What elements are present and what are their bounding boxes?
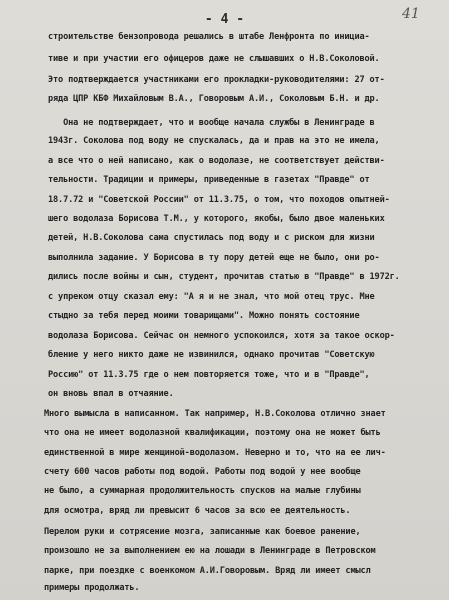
text-line-28: парке, при поездке с военкомом А.И.Говоровым. Вряд ли имеет смысл — [44, 566, 371, 576]
folio-number: 41 — [402, 6, 420, 22]
text-line-12: выполнила задание. У Борисова в ту пору детей еще не было, они ро- — [48, 253, 380, 263]
text-line-21: что она не имеет водолазной квалификации, поэтому она не может быть — [44, 428, 381, 438]
text-line-6: 1943г. Соколова под воду не спускалась, да и прав на это не имела, — [48, 136, 380, 146]
text-line-22: единственной в мире женщиной-водолазом. Неверно и то, что на ее лич- — [44, 448, 386, 458]
text-line-26: Перелом руки и сотрясение мозга, записанные как боевое ранение, — [44, 527, 361, 537]
text-line-1: строительстве бензопровода решались в штабе Ленфронта по инициа- — [48, 32, 370, 42]
text-line-29: примеры продолжать. — [44, 583, 140, 593]
text-line-18: Россию" от 11.3.75 где о нем повторяется тоже, что и в "Правде", — [48, 370, 370, 380]
text-line-7: а все что о ней написано, как о водолазе, не соответствует действи- — [48, 156, 385, 166]
text-line-9: 18.7.72 и "Советской России" от 11.3.75, о том, что походов опытней- — [48, 195, 390, 205]
text-line-3: Это подтверждается участниками его прокладки-руководителями: 27 от- — [48, 75, 385, 85]
text-line-24: не было, а суммарная продолжительность спусков на малые глубины — [44, 486, 361, 496]
text-line-17: бление у него никто даже не извинился, однако прочитав "Советскую — [48, 350, 375, 360]
text-line-2: тиве и при участии его офицеров даже не слышавших о Н.В.Соколовой. — [48, 54, 380, 64]
text-line-23: счету 600 часов работы под водой. Работы под водой у нее вообще — [44, 467, 361, 477]
text-line-19: он вновь впал в отчаяние. — [48, 389, 174, 399]
page-number: - 4 - — [204, 12, 245, 27]
text-line-25: для осмотра, вряд ли превысит 6 часов за всю ее деятельность. — [44, 506, 351, 516]
text-line-10: шего водолаза Борисова Т.М., у которого, якобы, было двое маленьких — [48, 214, 385, 224]
text-line-15: стыдно за тебя перед моими товарищами". Можно понять состояние — [48, 311, 360, 321]
text-line-27: произошло не за выполнением ею на лошади в Ленинграде в Петровском — [44, 546, 376, 556]
text-line-14: с упреком отцу сказал ему: "А я и не знал, что мой отец трус. Мне — [48, 292, 375, 302]
text-line-5: Она не подтверждает, что и вообще начала службы в Ленинграде в — [48, 118, 375, 128]
text-line-16: водолаза Борисова. Сейчас он немного успокоился, хотя за такое оскор- — [48, 331, 395, 341]
text-line-8: тельности. Традиции и примеры, приведенные в газетах "Правде" от — [48, 175, 370, 185]
text-line-20: Много вымысла в написанном. Так например, Н.В.Соколова отлично знает — [44, 409, 386, 419]
text-line-11: детей, Н.В.Соколова сама спустилась под воду и с риском для жизни — [48, 233, 375, 243]
text-line-4: ряда ЦПР КБФ Михайловым В.А., Говоровым А.И., Соколовым Б.Н. и др. — [48, 94, 380, 104]
text-line-13: дились после войны и сын, студент, прочитав статью в "Правде" в 1972г. — [48, 272, 400, 282]
